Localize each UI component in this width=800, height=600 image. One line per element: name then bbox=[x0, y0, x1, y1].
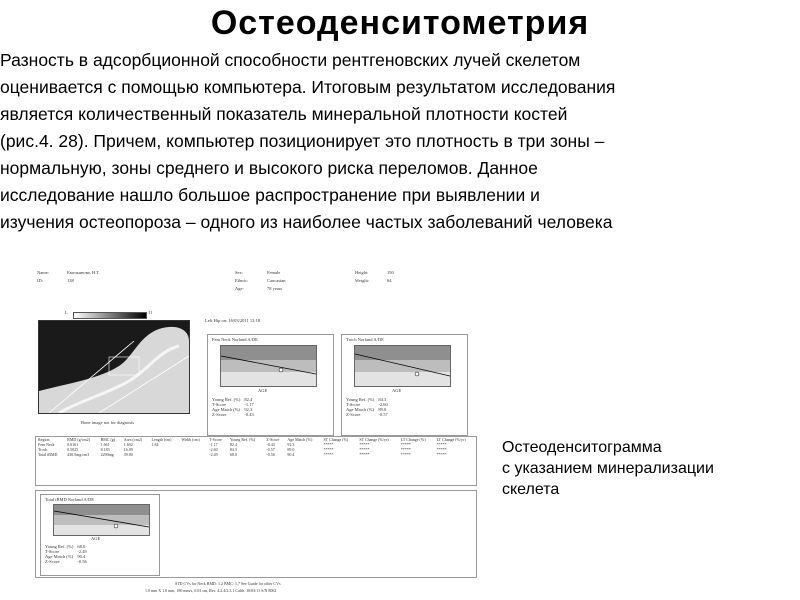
total-bmd-stats bbox=[43, 544, 89, 564]
paragraph-line: оценивается с помощью компьютера. Итоговым результатом исследования bbox=[0, 77, 616, 97]
table-header: Age Match (%) bbox=[287, 437, 313, 442]
table-cell bbox=[150, 452, 180, 457]
paragraph-line: исследование нашло большое распространение при выявлении и bbox=[0, 185, 540, 205]
table-row bbox=[36, 452, 476, 457]
table-header: Young Ref. (%) bbox=[229, 437, 256, 442]
sex-value: Female bbox=[267, 270, 281, 275]
image-note: Bone image not for diagnosis bbox=[81, 420, 134, 425]
table-cell: ***** bbox=[400, 447, 411, 452]
table-cell: -2.60 bbox=[209, 447, 218, 452]
table-cell: ***** bbox=[323, 447, 334, 452]
axis-label: AGE bbox=[258, 388, 268, 393]
table-cell: 39.80 bbox=[123, 452, 133, 457]
table-cell: 16.09 bbox=[123, 447, 133, 452]
table-cell: -2.49 bbox=[209, 452, 218, 457]
stat-label: Age Match (%) bbox=[346, 407, 374, 412]
table-header: Width (cm) bbox=[181, 437, 200, 442]
scale-low-label: L bbox=[65, 310, 68, 315]
table-cell: 68.0 bbox=[229, 452, 237, 457]
age-label: Age: bbox=[235, 286, 244, 291]
stat-value: 90.4 bbox=[77, 554, 86, 559]
id-label: ID: bbox=[37, 278, 43, 283]
paragraph-line: изучения остеопороза – одного из наиболее частых заболеваний человека bbox=[0, 212, 613, 232]
footer-line-2: 1.0 mm X 1.0 mm, 180 mm/s, 0.03 cm, Rev. 4.2.4/2.3.1 Calib. 10/03/11 S/N 8062 bbox=[145, 588, 277, 593]
name-value: Емельянова, Н.Т. bbox=[67, 270, 100, 275]
total-bmd-frame bbox=[35, 490, 477, 578]
troch-panel bbox=[341, 334, 468, 436]
height-label: Height: bbox=[355, 270, 369, 275]
stat-value: 89.0 bbox=[378, 407, 387, 412]
stat-value: 68.0 bbox=[77, 544, 86, 549]
table-cell: 0.5025 bbox=[67, 447, 79, 452]
table-header: LT Change (%/yr) bbox=[436, 437, 466, 442]
caption-line: с указанием минерализации bbox=[502, 460, 714, 477]
stat-label: Z-Score bbox=[45, 559, 60, 564]
stat-value: 92.3 bbox=[244, 407, 253, 412]
table-cell: -0.43 bbox=[266, 442, 275, 447]
table-cell: ***** bbox=[359, 442, 370, 447]
paragraph-line: Разность в адсорбционной способности рентгеновских лучей скелетом bbox=[0, 50, 581, 70]
reference-curve bbox=[221, 346, 316, 386]
panel-title: Fem Neck Norland A/DE bbox=[212, 337, 258, 342]
femur-scan-graphic bbox=[39, 321, 189, 413]
body-paragraph bbox=[0, 50, 800, 239]
stat-label: Z-Score bbox=[346, 412, 361, 417]
height-value: 150 bbox=[387, 270, 394, 275]
paragraph-line: нормальную, зоны среднего и высокого риска переломов. Данное bbox=[0, 158, 538, 178]
sex-label: Sex: bbox=[235, 270, 244, 275]
axis-label: AGE bbox=[392, 388, 402, 393]
stat-label: Age Match (%) bbox=[45, 554, 73, 559]
stat-label: Young Ref. (%) bbox=[346, 397, 375, 402]
troch-stats bbox=[344, 397, 390, 417]
paragraph-line: (рис.4. 28). Причем, компьютер позиционирует это плотность в три зоны – bbox=[0, 131, 605, 151]
table-cell: 430.5mg/cm3 bbox=[67, 452, 90, 457]
table-cell: ***** bbox=[400, 452, 411, 457]
stat-label: Young Ref. (%) bbox=[45, 544, 74, 549]
paragraph-line: является количественный показатель минеральной плотности костей bbox=[0, 104, 568, 124]
table-header: Length (cm) bbox=[151, 437, 172, 442]
caption-line: скелета bbox=[502, 481, 560, 498]
stat-value: -0.57 bbox=[378, 412, 388, 417]
stat-value: -1.17 bbox=[244, 402, 254, 407]
table-header: Area (cm2) bbox=[123, 437, 143, 442]
fem-neck-plot bbox=[220, 345, 317, 387]
caption-line: Остеоденситограмма bbox=[502, 439, 662, 456]
stat-label: Young Ref. (%) bbox=[212, 397, 241, 402]
panel-title: Total tBMD Norland A/DE bbox=[45, 497, 95, 502]
table-header: ST Change (%/yr) bbox=[359, 437, 389, 442]
stat-label: T-Score bbox=[346, 402, 361, 407]
table-cell: Total tBMD bbox=[38, 452, 58, 457]
axis-label: AGE bbox=[91, 536, 101, 541]
stat-value: -0.56 bbox=[77, 559, 87, 564]
table-header: T-Score bbox=[209, 437, 222, 442]
stat-value: -2.49 bbox=[77, 549, 87, 554]
name-label: Name: bbox=[37, 270, 49, 275]
table-cell: ***** bbox=[436, 452, 447, 457]
table-cell: ***** bbox=[323, 452, 334, 457]
stat-label: T-Score bbox=[45, 549, 60, 554]
table-header: Region bbox=[38, 437, 50, 442]
table-header: Z-Score bbox=[266, 437, 280, 442]
figure-caption bbox=[502, 437, 714, 500]
ethnic-label: Ethnic: bbox=[235, 278, 248, 283]
page-title: Остеоденситометрия bbox=[210, 4, 590, 42]
table-cell: ***** bbox=[400, 442, 411, 447]
grayscale-bar bbox=[73, 312, 147, 319]
table-cell: -1.17 bbox=[209, 442, 218, 447]
stat-value: -2.60 bbox=[378, 402, 388, 407]
table-cell: ***** bbox=[323, 442, 334, 447]
table-cell: 1.692 bbox=[123, 442, 133, 447]
table-cell: ***** bbox=[359, 447, 370, 452]
weight-label: Weight: bbox=[355, 278, 370, 283]
table-cell: Fem Neck bbox=[38, 442, 55, 447]
table-cell: ***** bbox=[359, 452, 370, 457]
table-cell: -0.56 bbox=[266, 452, 275, 457]
scan-date: Left Hip on: 16/03/2011 12:18 bbox=[205, 318, 261, 323]
bone-scan-image bbox=[38, 320, 190, 414]
table-cell: 92.3 bbox=[287, 442, 295, 447]
total-bmd-plot bbox=[53, 504, 150, 536]
panel-title: Troch Norland A/DE bbox=[346, 337, 384, 342]
ethnic-value: Caucasian bbox=[267, 278, 286, 283]
table-cell: ***** bbox=[436, 442, 447, 447]
table-cell: 89.0 bbox=[287, 447, 295, 452]
footer-line-1: STD CVs for Neck BMD: 1.2 BMC: 1.7 See Guide for other CVs bbox=[175, 581, 281, 586]
age-value: 78 years bbox=[267, 286, 283, 291]
table-cell: 90.4 bbox=[287, 452, 295, 457]
stat-label: Z-Score bbox=[212, 412, 227, 417]
results-table bbox=[36, 437, 476, 457]
table-cell: 0.6161 bbox=[67, 442, 79, 447]
stat-label: T-Score bbox=[212, 402, 227, 407]
table-header: LT Change (%) bbox=[400, 437, 426, 442]
table-cell: 84.3 bbox=[229, 447, 237, 452]
table-header: BMC (g) bbox=[100, 437, 116, 442]
table-cell: Troch bbox=[38, 447, 48, 452]
table-header: ST Change (%) bbox=[323, 437, 349, 442]
scale-high-label: 11 bbox=[148, 310, 153, 315]
table-header: BMD (g/cm2) bbox=[67, 437, 90, 442]
weight-value: 64 bbox=[387, 278, 392, 283]
table-cell: ***** bbox=[436, 447, 447, 452]
results-table-frame bbox=[35, 436, 477, 486]
densitometry-report bbox=[35, 268, 480, 598]
stat-value: 82.4 bbox=[244, 397, 253, 402]
table-cell: 1.661 bbox=[100, 442, 110, 447]
table-cell bbox=[179, 452, 207, 457]
stat-value: 84.3 bbox=[378, 397, 387, 402]
reference-curve bbox=[54, 505, 149, 535]
table-cell: 8.183 bbox=[100, 447, 110, 452]
id-value: 138 bbox=[67, 278, 74, 283]
table-cell: -0.57 bbox=[266, 447, 275, 452]
reference-curve bbox=[355, 346, 450, 386]
troch-plot bbox=[354, 345, 451, 387]
stat-value: -0.43 bbox=[244, 412, 254, 417]
total-bmd-panel bbox=[40, 494, 160, 576]
stat-label: Age Match (%) bbox=[212, 407, 240, 412]
fem-neck-panel bbox=[207, 334, 334, 436]
table-cell: 1.84 bbox=[151, 442, 159, 447]
table-cell: 2290mg bbox=[100, 452, 114, 457]
fem-neck-stats bbox=[210, 397, 256, 417]
table-cell: 82.4 bbox=[229, 442, 237, 447]
